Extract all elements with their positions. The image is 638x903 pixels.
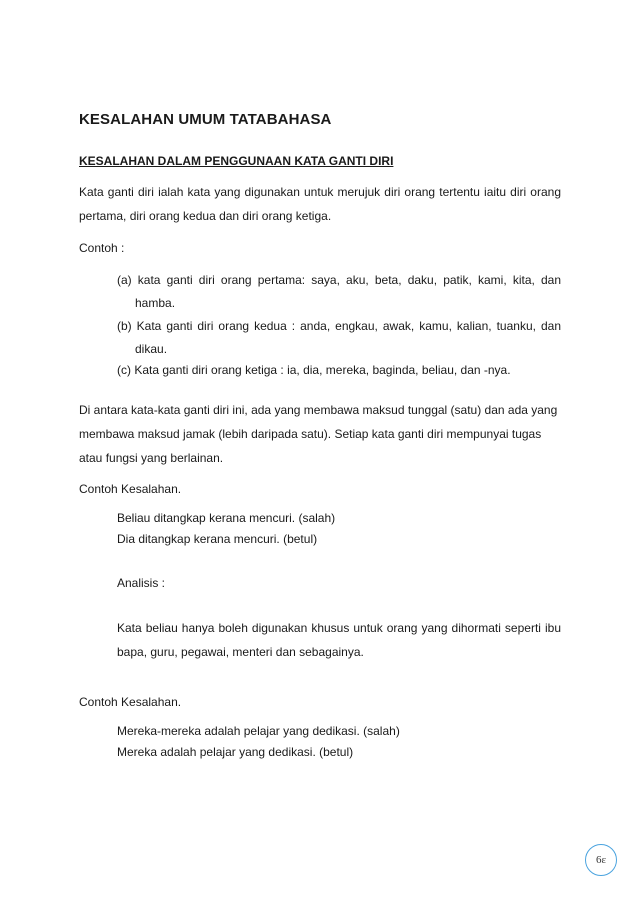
intro-paragraph: Kata ganti diri ialah kata yang digunakan untuk merujuk diri orang tertentu iaitu diri orang pertama, diri orang kedua dan diri orang ketiga.: [79, 185, 561, 223]
page-number: 6ε: [595, 854, 607, 866]
paragraph-tunggal-jamak: Di antara kata-kata ganti diri ini, ada yang membawa maksud tunggal (satu) dan ada yang membawa maksud jamak (lebih daripada satu). Setiap kata ganti diri mempunyai tugas atau fungsi yang berlainan.: [79, 403, 558, 465]
error-example-label: Contoh Kesalahan.: [79, 482, 182, 496]
error-example-label: Contoh Kesalahan.: [79, 695, 182, 709]
correct-sentence: Mereka adalah pelajar yang dedikasi. (betul): [117, 745, 354, 759]
analysis-paragraph: Kata beliau hanya boleh digunakan khusus untuk orang yang dihormati seperti ibu bapa, guru, pegawai, menteri dan sebagainya.: [117, 621, 561, 659]
correct-sentence: Dia ditangkap kerana mencuri. (betul): [117, 532, 318, 546]
contoh-label: Contoh :: [79, 241, 125, 255]
example-item-c: (c) Kata ganti diri orang ketiga : ia, dia, mereka, baginda, beliau, dan -nya.: [117, 363, 511, 377]
analysis-label: Analisis :: [117, 576, 166, 590]
section-subtitle: KESALAHAN DALAM PENGGUNAAN KATA GANTI DIRI: [79, 154, 394, 168]
page-number-badge: [585, 844, 617, 876]
wrong-sentence: Mereka-mereka adalah pelajar yang dedikasi. (salah): [117, 724, 400, 738]
wrong-sentence: Beliau ditangkap kerana mencuri. (salah): [117, 511, 336, 525]
example-item-a: (a) kata ganti diri orang pertama: saya, aku, beta, daku, patik, kami, kita, dan hamba.: [117, 273, 561, 310]
page-title: KESALAHAN UMUM TATABAHASA: [79, 111, 332, 128]
example-item-b: (b) Kata ganti diri orang kedua : anda, engkau, awak, kamu, kalian, tuanku, dan dikau.: [117, 319, 561, 356]
